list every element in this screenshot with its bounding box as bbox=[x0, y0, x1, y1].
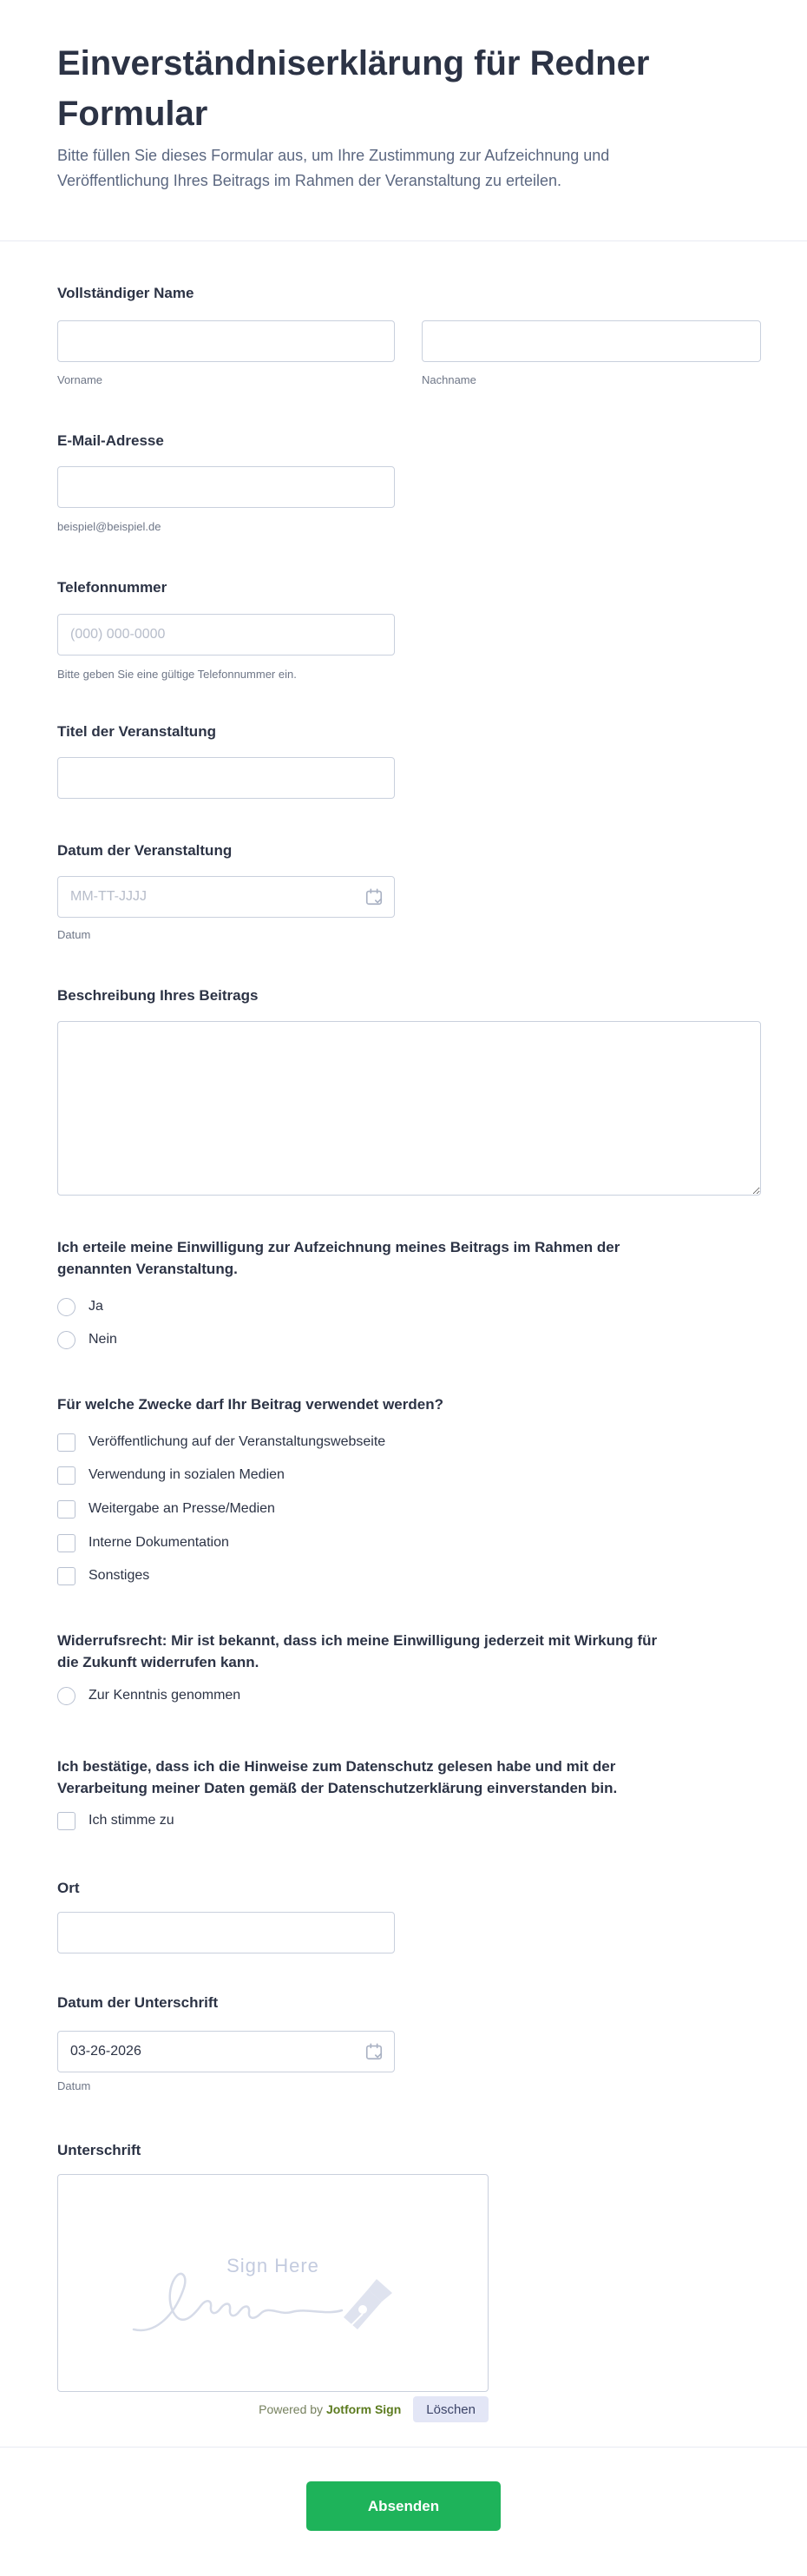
description-label: Beschreibung Ihres Beitrags bbox=[57, 987, 259, 1004]
signature-date-label: Datum der Unterschrift bbox=[57, 1994, 219, 2011]
checkbox-icon[interactable] bbox=[57, 1500, 75, 1519]
checkbox-icon[interactable] bbox=[57, 1466, 75, 1485]
email-label: E-Mail-Adresse bbox=[57, 432, 164, 449]
email-sublabel: beispiel@beispiel.de bbox=[57, 520, 161, 533]
page-subtitle-line1: Bitte füllen Sie dieses Formular aus, um Ihre Zustimmung zur Aufzeichnung und bbox=[57, 147, 610, 164]
event-date-sublabel: Datum bbox=[57, 928, 91, 941]
location-label: Ort bbox=[57, 1880, 80, 1896]
radio-circle-icon[interactable] bbox=[57, 1298, 75, 1316]
checkbox-icon[interactable] bbox=[57, 1567, 75, 1585]
page-title bbox=[57, 38, 649, 139]
privacy-question-line1: Ich bestätige, dass ich die Hinweise zum Datenschutz gelesen habe und mit der bbox=[57, 1758, 616, 1775]
withdrawal-question-line1: Widerrufsrecht: Mir ist bekannt, dass ich meine Einwilligung jederzeit mit Wirkung für bbox=[57, 1632, 658, 1649]
calendar-icon[interactable] bbox=[364, 2042, 384, 2061]
recording-consent-question-line2: genannten Veranstaltung. bbox=[57, 1261, 238, 1277]
page-subtitle bbox=[57, 143, 609, 194]
radio-option-nein[interactable] bbox=[57, 1330, 117, 1349]
privacy-question bbox=[57, 1756, 617, 1799]
signature-pad[interactable] bbox=[57, 2174, 489, 2392]
checkbox-option-sonstiges-label: Sonstiges bbox=[89, 1568, 150, 1583]
radio-circle-icon[interactable] bbox=[57, 1687, 75, 1705]
last-name-sublabel: Nachname bbox=[422, 373, 476, 386]
event-date-input[interactable] bbox=[57, 876, 395, 918]
radio-option-ja[interactable] bbox=[57, 1297, 103, 1316]
radio-circle-icon[interactable] bbox=[57, 1331, 75, 1349]
event-title-input[interactable] bbox=[57, 757, 395, 799]
radio-option-zur-kenntnis[interactable] bbox=[57, 1686, 240, 1705]
phone-helper: Bitte geben Sie eine gültige Telefonnummer ein. bbox=[57, 668, 297, 681]
signature-date-sublabel: Datum bbox=[57, 2079, 91, 2092]
clear-signature-button[interactable]: Löschen bbox=[413, 2396, 489, 2422]
calendar-icon[interactable] bbox=[364, 887, 384, 906]
checkbox-option-dokumentation-label: Interne Dokumentation bbox=[89, 1535, 229, 1550]
withdrawal-question-line2: die Zukunft widerrufen kann. bbox=[57, 1654, 259, 1670]
jotform-sign-brand: Jotform Sign bbox=[325, 2402, 402, 2416]
privacy-question-line2: Verarbeitung meiner Daten gemäß der Datenschutzerklärung einverstanden bin. bbox=[57, 1780, 618, 1796]
withdrawal-question bbox=[57, 1630, 657, 1673]
phone-label: Telefonnummer bbox=[57, 579, 167, 596]
event-title-label: Titel der Veranstaltung bbox=[57, 723, 216, 740]
recording-consent-question-line1: Ich erteile meine Einwilligung zur Aufzeichnung meines Beitrags im Rahmen der bbox=[57, 1239, 620, 1255]
full-name-label: Vollständiger Name bbox=[57, 285, 194, 301]
checkbox-option-dokumentation[interactable] bbox=[57, 1533, 229, 1552]
pen-nib-icon bbox=[344, 2279, 392, 2329]
email-input[interactable] bbox=[57, 466, 395, 508]
powered-by-text bbox=[259, 2402, 401, 2416]
header-divider bbox=[0, 240, 807, 241]
footer-divider bbox=[0, 2447, 807, 2448]
phone-input[interactable] bbox=[57, 614, 395, 656]
powered-by-label: Powered by bbox=[259, 2402, 324, 2416]
radio-option-nein-label: Nein bbox=[89, 1332, 117, 1347]
page-subtitle-line2: Veröffentlichung Ihres Beitrags im Rahmen der Veranstaltung zu erteilen. bbox=[57, 172, 562, 189]
page-title-line2: Formular bbox=[57, 95, 208, 133]
submit-button[interactable]: Absenden bbox=[306, 2481, 501, 2531]
first-name-sublabel: Vorname bbox=[57, 373, 103, 386]
signature-squiggle-icon bbox=[130, 2262, 417, 2349]
first-name-input[interactable] bbox=[57, 320, 395, 362]
signature-date-input[interactable] bbox=[57, 2031, 395, 2072]
checkbox-option-ich-stimme-zu[interactable] bbox=[57, 1811, 174, 1830]
checkbox-icon[interactable] bbox=[57, 1534, 75, 1552]
radio-option-zur-kenntnis-label: Zur Kenntnis genommen bbox=[89, 1688, 241, 1703]
event-date-label: Datum der Veranstaltung bbox=[57, 842, 233, 859]
recording-consent-question bbox=[57, 1236, 620, 1280]
checkbox-option-sonstiges[interactable] bbox=[57, 1566, 149, 1585]
checkbox-icon[interactable] bbox=[57, 1433, 75, 1452]
checkbox-icon[interactable] bbox=[57, 1812, 75, 1830]
signature-label: Unterschrift bbox=[57, 2142, 141, 2158]
checkbox-option-presse[interactable] bbox=[57, 1499, 275, 1519]
location-input[interactable] bbox=[57, 1912, 395, 1953]
description-textarea[interactable] bbox=[57, 1021, 761, 1196]
checkbox-option-soziale-medien-label: Verwendung in sozialen Medien bbox=[89, 1467, 285, 1482]
checkbox-option-ich-stimme-zu-label: Ich stimme zu bbox=[89, 1813, 174, 1828]
radio-option-ja-label: Ja bbox=[89, 1299, 103, 1314]
usage-purposes-question: Für welche Zwecke darf Ihr Beitrag verwendet werden? bbox=[57, 1396, 443, 1413]
checkbox-option-webseite[interactable] bbox=[57, 1433, 385, 1452]
sign-here-text: Sign Here bbox=[226, 2255, 319, 2276]
last-name-input[interactable] bbox=[422, 320, 761, 362]
checkbox-option-soziale-medien[interactable] bbox=[57, 1466, 285, 1485]
page-title-line1: Einverständniserklärung für Redner bbox=[57, 44, 650, 82]
signature-footer bbox=[57, 2395, 489, 2423]
checkbox-option-presse-label: Weitergabe an Presse/Medien bbox=[89, 1501, 275, 1516]
checkbox-option-webseite-label: Veröffentlichung auf der Veranstaltungswebseite bbox=[89, 1434, 386, 1449]
